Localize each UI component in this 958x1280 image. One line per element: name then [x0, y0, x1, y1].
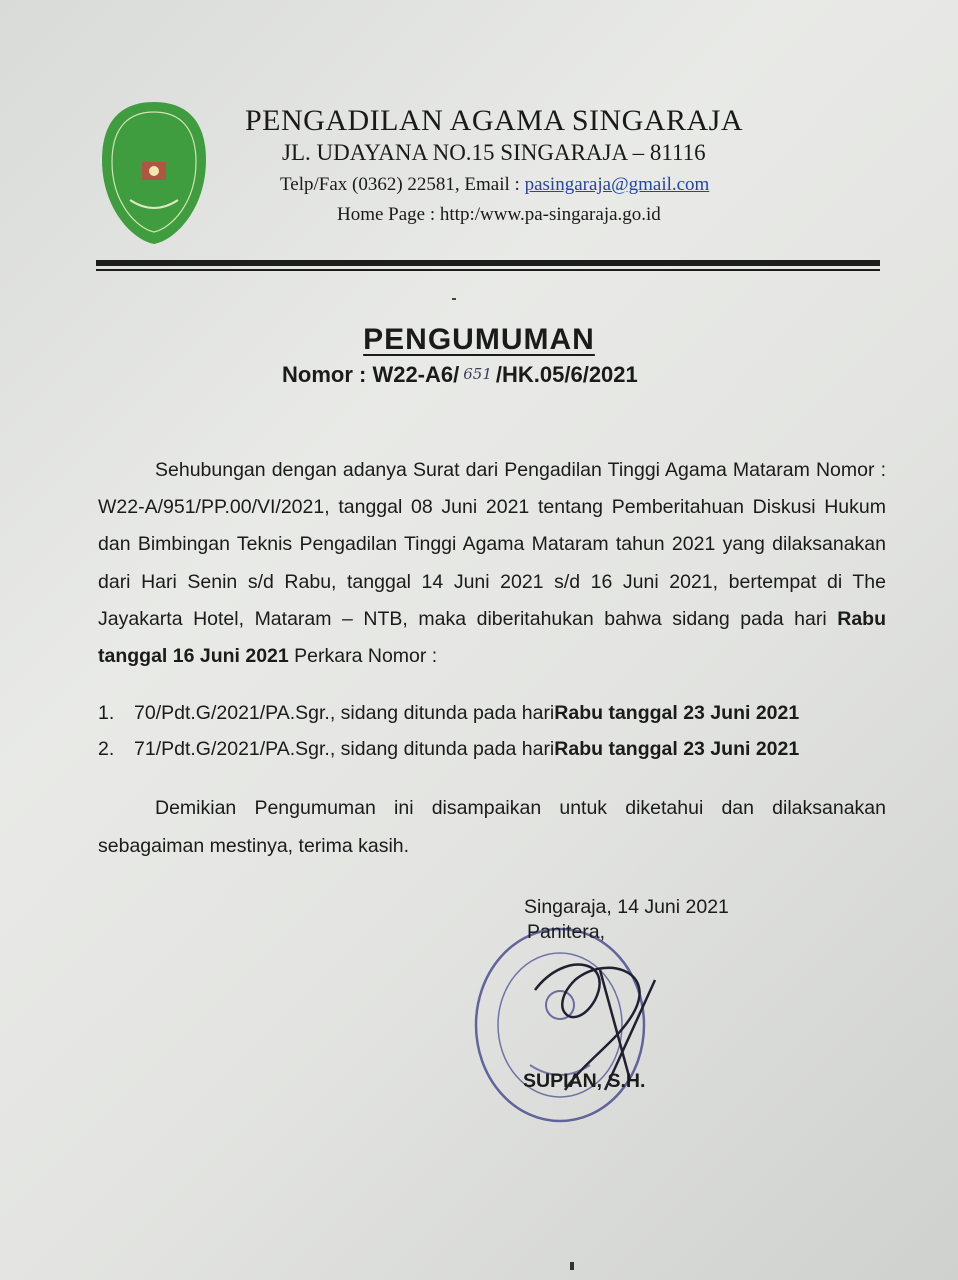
- signature-place-date: Singaraja, 14 Juni 2021: [524, 896, 729, 918]
- nomor-prefix: Nomor : W22-A6/: [282, 362, 460, 387]
- case-date: Rabu tanggal 23 Juni 2021: [554, 702, 800, 724]
- announcement-paragraph: [98, 452, 886, 675]
- contact-line: [280, 174, 709, 196]
- closing-paragraph: [98, 790, 886, 865]
- nomor-suffix: /HK.05/6/2021: [495, 362, 638, 387]
- document-title: [0, 323, 958, 357]
- signature-name: SUPIAN, S.H.: [523, 1070, 646, 1092]
- closing-text: Demikian Pengumuman ini disampaikan untuk diketahui dan dilaksanakan sebagaiman mestinya, terima kasih.: [98, 797, 886, 857]
- letterhead-rule-thick: [96, 260, 880, 266]
- case-list: [98, 695, 799, 767]
- list-number: 1.: [98, 702, 115, 724]
- letterhead-rule-thin: [96, 269, 880, 271]
- telp-fax: Telp/Fax (0362) 22581, Email :: [280, 174, 525, 195]
- paragraph-bold-date: Rabu tanggal 16 Juni 2021: [98, 607, 886, 668]
- paragraph-text: Sehubungan dengan adanya Surat dari Pengadilan Tinggi Agama Mataram Nomor : W22-A/951/PP.00/VI/2021, tanggal 08 Juni 2021 tentang Pemberitahuan Diskusi Hukum dan Bimbingan Teknis Pengadilan Tinggi Agama Mataram tahun 2021 yang dilaksanakan dari Hari Senin s/d Rabu, tanggal 14 Juni 2021 s/d 16 Juni 2021, bertempat di The Jayakarta Hotel, Mataram – NTB, maka diberitahukan bahwa sidang pada hari: [98, 459, 886, 630]
- email-link[interactable]: pasingaraja@gmail.com: [524, 174, 710, 195]
- case-date: Rabu tanggal 23 Juni 2021: [554, 738, 800, 760]
- document-number: [282, 362, 638, 388]
- list-item: [98, 731, 799, 767]
- institution-name: PENGADILAN AGAMA SINGARAJA: [245, 104, 744, 137]
- homepage-line: Home Page : http:/www.pa-singaraja.go.id: [337, 204, 661, 225]
- nomor-handwritten: 651: [463, 365, 492, 383]
- paragraph-end: Perkara Nomor :: [288, 645, 438, 668]
- signature-role: Panitera,: [527, 921, 606, 943]
- ink-speck: [570, 1262, 574, 1270]
- title-text: PENGUMUMAN: [363, 323, 595, 356]
- institution-address: JL. UDAYANA NO.15 SINGARAJA – 81116: [282, 140, 706, 165]
- case-text: 71/Pdt.G/2021/PA.Sgr., sidang ditunda pada hari: [134, 738, 555, 760]
- list-number: 2.: [98, 738, 115, 760]
- ink-speck: [452, 298, 456, 300]
- case-text: 70/Pdt.G/2021/PA.Sgr., sidang ditunda pada hari: [134, 702, 555, 724]
- court-logo-icon: [100, 100, 208, 246]
- list-item: [98, 695, 799, 731]
